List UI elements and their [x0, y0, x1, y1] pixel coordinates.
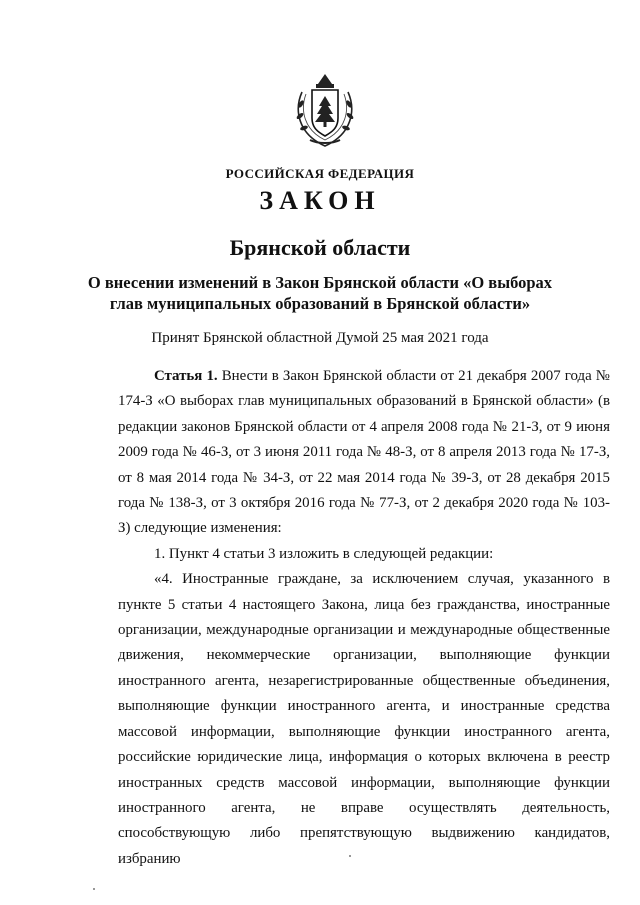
adoption-line: Принят Брянской областной Думой 25 мая 2021 года — [151, 330, 489, 346]
bryansk-coat-of-arms-icon — [292, 70, 358, 150]
federation-heading: РОССИЙСКАЯ ФЕДЕРАЦИЯ — [225, 166, 415, 181]
quoted-paragraph-4: «4. Иностранные граждане, за исключением случая, указанного в пункте 5 статьи 4 настоящего Закона, лица без гражданства, иностранные организации, международные организации и международные общественные движения, некоммерческие организации, выполняющие функции иностранного агента, незарегистрированные общественные объединения, выполняющие функции иностранного агента, и иностранные средства массовой информации, выполняющие функции иностранного агента, российские юридические лица, информация о которых включена в реестр иностранных средств массовой информации, выполняющие функции иностранного агента, не вправе осуществлять деятельность, способствующую либо препятствующую выдвижению кандидатов, избранию — [118, 571, 610, 867]
scan-speck — [93, 888, 95, 890]
law-subject-line-2: глав муниципальных образований в Брянской области» — [109, 294, 531, 313]
article-1-paragraph — [118, 364, 610, 542]
scan-speck — [349, 855, 351, 857]
region-title: Брянской области — [229, 235, 411, 260]
law-title: ЗАКОН — [259, 186, 381, 215]
article-label: Статья 1. — [154, 368, 218, 384]
item-1-paragraph: 1. Пункт 4 статьи 3 изложить в следующей редакции: — [154, 545, 494, 562]
law-body — [118, 364, 610, 872]
article-intro: Внести в Закон Брянской области от 21 декабря 2007 года № 174-З «О выборах глав муниципальных образований в Брянской области» (в редакции законов Брянской области от 4 апреля 2008 года № 21-З, от 9 июня 2009 года № 46-З, от 3 июня 2011 года № 48-З, от 8 апреля 2013 года № 17-З, от 8 мая 2014 года № 34-З, от 22 мая 2014 года № 39-З, от 28 декабря 2015 года № 138-З, от 3 октября 2016 года № 77-З, от 2 декабря 2020 года № 103-З) следующие изменения: — [118, 368, 610, 537]
law-subject-line-1: О внесении изменений в Закон Брянской области «О выборах — [87, 273, 553, 292]
law-subject — [0, 272, 640, 314]
